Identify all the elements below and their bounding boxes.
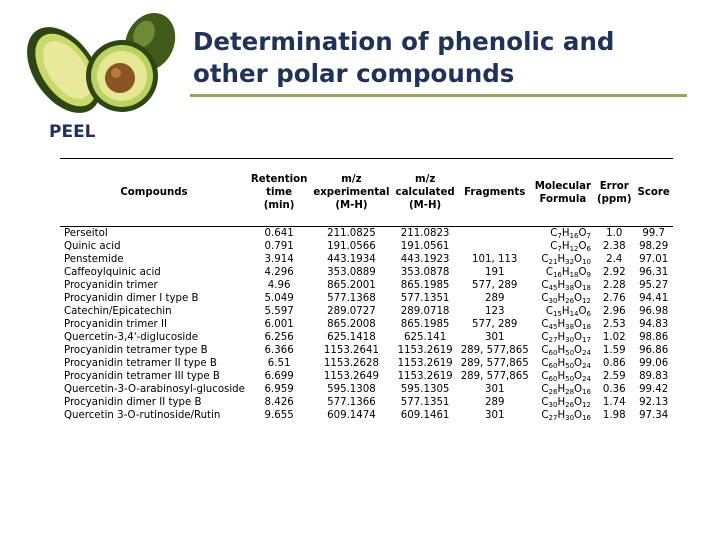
cell-mz-experimental: 1153.2641	[323, 345, 379, 356]
cell-mz-experimental: 577.1368	[327, 293, 376, 304]
cell-retention-time: 8.426	[264, 397, 294, 408]
table-row	[60, 305, 673, 318]
cell-mz-experimental: 625.1418	[327, 332, 376, 343]
cell-fragments: 301	[484, 410, 505, 421]
cell-compound: Procyanidin tetramer type B	[64, 345, 208, 356]
cell-fragments	[458, 240, 532, 253]
cell-fragments: 289, 577,865	[460, 371, 529, 382]
cell-mz-calculated: 865.1985	[400, 319, 450, 330]
cell-score: 99.42	[639, 384, 669, 395]
cell-fragments: 289	[484, 293, 505, 304]
cell-mz-calculated: 1153.2619	[397, 371, 453, 382]
cell-error: 2.92	[602, 267, 626, 278]
cell-fragments	[458, 227, 532, 241]
cell-score: 94.83	[639, 319, 669, 330]
cell-fragments: 577, 289	[472, 280, 518, 291]
cell-retention-time: 9.655	[264, 410, 294, 421]
cell-formula: $C_{60}H_{50}O_{24}$	[541, 358, 591, 370]
cell-mz-calculated: 865.1985	[400, 280, 450, 291]
cell-mz-calculated: 595.1305	[400, 384, 450, 395]
header-error: Error (ppm)	[596, 180, 632, 205]
cell-mz-calculated: 625.141	[404, 332, 447, 343]
cell-retention-time: 6.51	[267, 358, 291, 369]
cell-retention-time: 0.641	[264, 228, 294, 239]
table-body	[60, 227, 673, 423]
cell-score: 94.41	[639, 293, 669, 304]
cell-compound: Catechin/Epicatechin	[64, 306, 172, 317]
cell-mz-experimental: 865.2008	[327, 319, 376, 330]
cell-compound: Procyanidin tetramer II type B	[64, 358, 217, 369]
table-row	[60, 396, 673, 409]
table-row	[60, 279, 673, 292]
cell-score: 97.34	[639, 410, 669, 421]
cell-mz-calculated: 577.1351	[400, 397, 450, 408]
cell-mz-experimental: 577.1366	[327, 397, 376, 408]
cell-error: 2.38	[602, 241, 626, 252]
cell-compound: Procyanidin tetramer III type B	[64, 371, 220, 382]
cell-mz-experimental: 443.1934	[327, 254, 376, 265]
cell-score: 99.06	[639, 358, 669, 369]
cell-error: 2.76	[602, 293, 626, 304]
header-score: Score	[637, 187, 670, 198]
cell-formula: $C_7H_{12}O_6$	[550, 241, 591, 253]
cell-mz-experimental: 289.0727	[327, 306, 376, 317]
cell-fragments: 191	[484, 267, 505, 278]
table-row	[60, 331, 673, 344]
cell-formula: $C_{60}H_{50}O_{24}$	[541, 345, 591, 357]
cell-error: 0.36	[602, 384, 626, 395]
cell-fragments: 289, 577,865	[460, 358, 529, 369]
cell-formula: $C_{30}H_{26}O_{12}$	[541, 397, 591, 409]
cell-mz-calculated: 577.1351	[400, 293, 450, 304]
cell-error: 2.59	[602, 371, 626, 382]
cell-error: 2.96	[602, 306, 626, 317]
compounds-table	[60, 158, 673, 422]
header-formula: Molecular Formula	[534, 180, 591, 205]
cell-score: 96.86	[639, 345, 669, 356]
cell-compound: Procyanidin dimer II type B	[64, 397, 202, 408]
cell-error: 2.4	[606, 254, 623, 265]
cell-retention-time: 6.256	[264, 332, 294, 343]
cell-compound: Penstemide	[64, 254, 124, 265]
cell-formula: $C_{21}H_{32}O_{10}$	[541, 254, 591, 266]
cell-mz-experimental: 609.1474	[327, 410, 376, 421]
table-row	[60, 240, 673, 253]
cell-mz-experimental: 595.1308	[327, 384, 376, 395]
cell-retention-time: 5.049	[264, 293, 294, 304]
cell-fragments: 577, 289	[472, 319, 518, 330]
cell-retention-time: 0.791	[264, 241, 294, 252]
cell-compound: Procyanidin trimer II	[64, 319, 167, 330]
cell-retention-time: 4.96	[267, 280, 291, 291]
cell-error: 0.86	[602, 358, 626, 369]
cell-formula: $C_{27}H_{30}O_{16}$	[541, 410, 591, 422]
cell-mz-experimental: 191.0566	[327, 241, 376, 252]
cell-error: 1.74	[602, 397, 626, 408]
cell-formula: $C_{27}H_{30}O_{17}$	[541, 332, 591, 344]
cell-score: 98.29	[639, 241, 669, 252]
cell-score: 96.98	[639, 306, 669, 317]
section-label: PEEL	[49, 122, 96, 142]
cell-score: 95.27	[639, 280, 669, 291]
cell-mz-calculated: 211.0823	[400, 228, 450, 239]
cell-retention-time: 6.699	[264, 371, 294, 382]
avocado-image	[22, 4, 182, 122]
cell-formula: $C_{45}H_{38}O_{18}$	[541, 280, 591, 292]
cell-mz-calculated: 609.1461	[400, 410, 450, 421]
cell-fragments: 289	[484, 397, 505, 408]
cell-retention-time: 5.597	[264, 306, 294, 317]
table-row	[60, 370, 673, 383]
cell-fragments: 289, 577,865	[460, 345, 529, 356]
cell-score: 98.86	[639, 332, 669, 343]
cell-mz-calculated: 443.1923	[400, 254, 450, 265]
cell-error: 1.98	[602, 410, 626, 421]
cell-compound: Procyanidin dimer I type B	[64, 293, 199, 304]
cell-error: 1.59	[602, 345, 626, 356]
cell-error: 1.0	[606, 228, 623, 239]
cell-mz-experimental: 865.2001	[327, 280, 376, 291]
cell-formula: $C_{30}H_{26}O_{12}$	[541, 293, 591, 305]
cell-score: 92.13	[639, 397, 669, 408]
cell-compound: Procyanidin trimer	[64, 280, 158, 291]
cell-mz-calculated: 191.0561	[400, 241, 450, 252]
cell-fragments: 301	[484, 384, 505, 395]
cell-mz-experimental: 353.0889	[327, 267, 376, 278]
cell-mz-experimental: 1153.2628	[323, 358, 379, 369]
cell-fragments: 101, 113	[472, 254, 518, 265]
cell-mz-experimental: 211.0825	[327, 228, 376, 239]
table-row	[60, 292, 673, 305]
cell-compound: Quercetin-3-O-arabinosyl-glucoside	[64, 384, 245, 395]
cell-mz-calculated: 289.0718	[400, 306, 450, 317]
header-compounds: Compounds	[120, 187, 188, 198]
cell-error: 1.02	[602, 332, 626, 343]
cell-error: 2.28	[602, 280, 626, 291]
table-row	[60, 409, 673, 422]
cell-mz-calculated: 1153.2619	[397, 358, 453, 369]
cell-retention-time: 6.366	[264, 345, 294, 356]
table-row	[60, 253, 673, 266]
cell-formula: $C_{16}H_{18}O_9$	[545, 267, 591, 279]
cell-score: 99.7	[642, 228, 665, 239]
header-retention: Retention time (min)	[250, 174, 308, 211]
table-row	[60, 318, 673, 331]
cell-compound: Quinic acid	[64, 241, 121, 252]
cell-fragments: 123	[484, 306, 505, 317]
cell-fragments: 301	[484, 332, 505, 343]
cell-score: 96.31	[639, 267, 669, 278]
cell-formula: $C_7H_{16}O_7$	[550, 228, 591, 240]
cell-retention-time: 6.959	[264, 384, 294, 395]
cell-formula: $C_{60}H_{50}O_{24}$	[541, 371, 591, 383]
cell-mz-calculated: 1153.2619	[397, 345, 453, 356]
slide-title: Determination of phenolic and other polar compounds	[193, 27, 615, 88]
cell-score: 89.83	[639, 371, 669, 382]
table-row	[60, 344, 673, 357]
cell-retention-time: 4.296	[264, 267, 294, 278]
cell-compound: Perseitol	[64, 228, 108, 239]
title-underline	[190, 94, 687, 97]
cell-mz-experimental: 1153.2649	[323, 371, 379, 382]
cell-score: 97.01	[639, 254, 669, 265]
cell-formula: $C_{15}H_{14}O_6$	[545, 306, 591, 318]
cell-formula: $C_{26}H_{28}O_{16}$	[541, 384, 591, 396]
compounds-table-container	[60, 158, 672, 422]
cell-error: 2.53	[602, 319, 626, 330]
cell-compound: Quercetin-3,4'-diglucoside	[64, 332, 198, 343]
cell-compound: Quercetin 3-O-rutinoside/Rutin	[64, 410, 221, 421]
table-row	[60, 266, 673, 279]
table-row	[60, 357, 673, 370]
cell-retention-time: 6.001	[264, 319, 294, 330]
header-calculated: m/z calculated (M-H)	[395, 174, 455, 211]
cell-mz-calculated: 353.0878	[400, 267, 450, 278]
cell-retention-time: 3.914	[264, 254, 294, 265]
header-fragments: Fragments	[464, 187, 526, 198]
cell-compound: Caffeoylquinic acid	[64, 267, 161, 278]
table-row	[60, 383, 673, 396]
cell-formula: $C_{45}H_{38}O_{18}$	[541, 319, 591, 331]
table-row	[60, 227, 673, 241]
header-experimental: m/z experimental (M-H)	[313, 174, 390, 211]
